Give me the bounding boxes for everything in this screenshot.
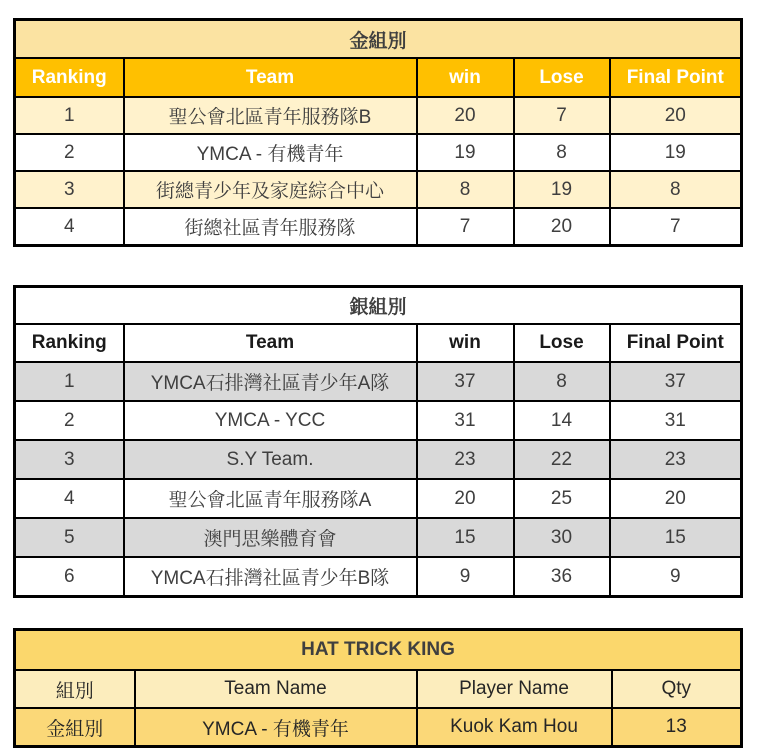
cell-ranking: 3 [15,171,124,208]
cell-win: 9 [417,557,514,597]
hat-trick-king-title: HAT TRICK KING [15,630,742,671]
cell-ranking: 2 [15,401,124,440]
table-header-row [15,324,742,362]
cell-win: 15 [417,518,514,557]
cell-team: YMCA - 有機青年 [124,134,417,171]
table-row [15,518,742,557]
cell-lose: 8 [514,134,610,171]
column-header-lose: Lose [514,58,610,97]
cell-final-point: 8 [610,171,742,208]
column-header-final-point: Final Point [610,58,742,97]
cell-final-point: 23 [610,440,742,479]
table-row [15,171,742,208]
cell-final-point: 15 [610,518,742,557]
table-header-row [15,670,742,708]
cell-team: 聖公會北區青年服務隊A [124,479,417,518]
cell-win: 7 [417,208,514,246]
cell-ranking: 4 [15,208,124,246]
cell-lose: 36 [514,557,610,597]
table-row [15,134,742,171]
column-header-ranking: Ranking [15,58,124,97]
gold-group-table [13,18,743,247]
cell-ranking: 3 [15,440,124,479]
cell-team: 澳門思樂體育會 [124,518,417,557]
table-row [15,557,742,597]
table-row [15,362,742,401]
table-header-row [15,58,742,97]
cell-team: YMCA - YCC [124,401,417,440]
table-row [15,440,742,479]
table-title-row [15,630,742,671]
cell-final-point: 7 [610,208,742,246]
cell-ranking: 4 [15,479,124,518]
column-header-team: Team [124,58,417,97]
cell-final-point: 19 [610,134,742,171]
cell-team: YMCA石排灣社區青少年A隊 [124,362,417,401]
cell-win: 20 [417,97,514,134]
cell-final-point: 37 [610,362,742,401]
column-header-final-point: Final Point [610,324,742,362]
cell-lose: 19 [514,171,610,208]
cell-final-point: 20 [610,479,742,518]
cell-win: 8 [417,171,514,208]
cell-win: 20 [417,479,514,518]
cell-ranking: 1 [15,97,124,134]
cell-ranking: 6 [15,557,124,597]
column-header-team: Team [124,324,417,362]
cell-lose: 14 [514,401,610,440]
table-row [15,479,742,518]
cell-team: 街總社區青年服務隊 [124,208,417,246]
cell-final-point: 20 [610,97,742,134]
cell-team: S.Y Team. [124,440,417,479]
cell-lose: 30 [514,518,610,557]
table-title-row [15,287,742,325]
hat-trick-king-table [13,628,743,748]
cell-lose: 20 [514,208,610,246]
cell-ranking: 1 [15,362,124,401]
cell-team: YMCA石排灣社區青少年B隊 [124,557,417,597]
silver-group-table [13,285,743,598]
cell-player-name: Kuok Kam Hou [417,708,612,747]
column-header-group: 組別 [15,670,135,708]
cell-win: 23 [417,440,514,479]
gold-table-title: 金組別 [15,20,742,59]
column-header-player-name: Player Name [417,670,612,708]
cell-group: 金組別 [15,708,135,747]
cell-final-point: 31 [610,401,742,440]
cell-lose: 7 [514,97,610,134]
column-header-team-name: Team Name [135,670,417,708]
column-header-ranking: Ranking [15,324,124,362]
cell-ranking: 2 [15,134,124,171]
cell-win: 37 [417,362,514,401]
cell-lose: 8 [514,362,610,401]
table-title-row [15,20,742,59]
cell-team: 聖公會北區青年服務隊B [124,97,417,134]
silver-table-title: 銀組別 [15,287,742,325]
table-row [15,401,742,440]
cell-team-name: YMCA - 有機青年 [135,708,417,747]
cell-qty: 13 [612,708,742,747]
table-row [15,97,742,134]
column-header-lose: Lose [514,324,610,362]
cell-win: 19 [417,134,514,171]
cell-final-point: 9 [610,557,742,597]
cell-win: 31 [417,401,514,440]
cell-lose: 25 [514,479,610,518]
cell-ranking: 5 [15,518,124,557]
cell-lose: 22 [514,440,610,479]
column-header-win: win [417,324,514,362]
cell-team: 街總青少年及家庭綜合中心 [124,171,417,208]
column-header-qty: Qty [612,670,742,708]
column-header-win: win [417,58,514,97]
table-row [15,208,742,246]
